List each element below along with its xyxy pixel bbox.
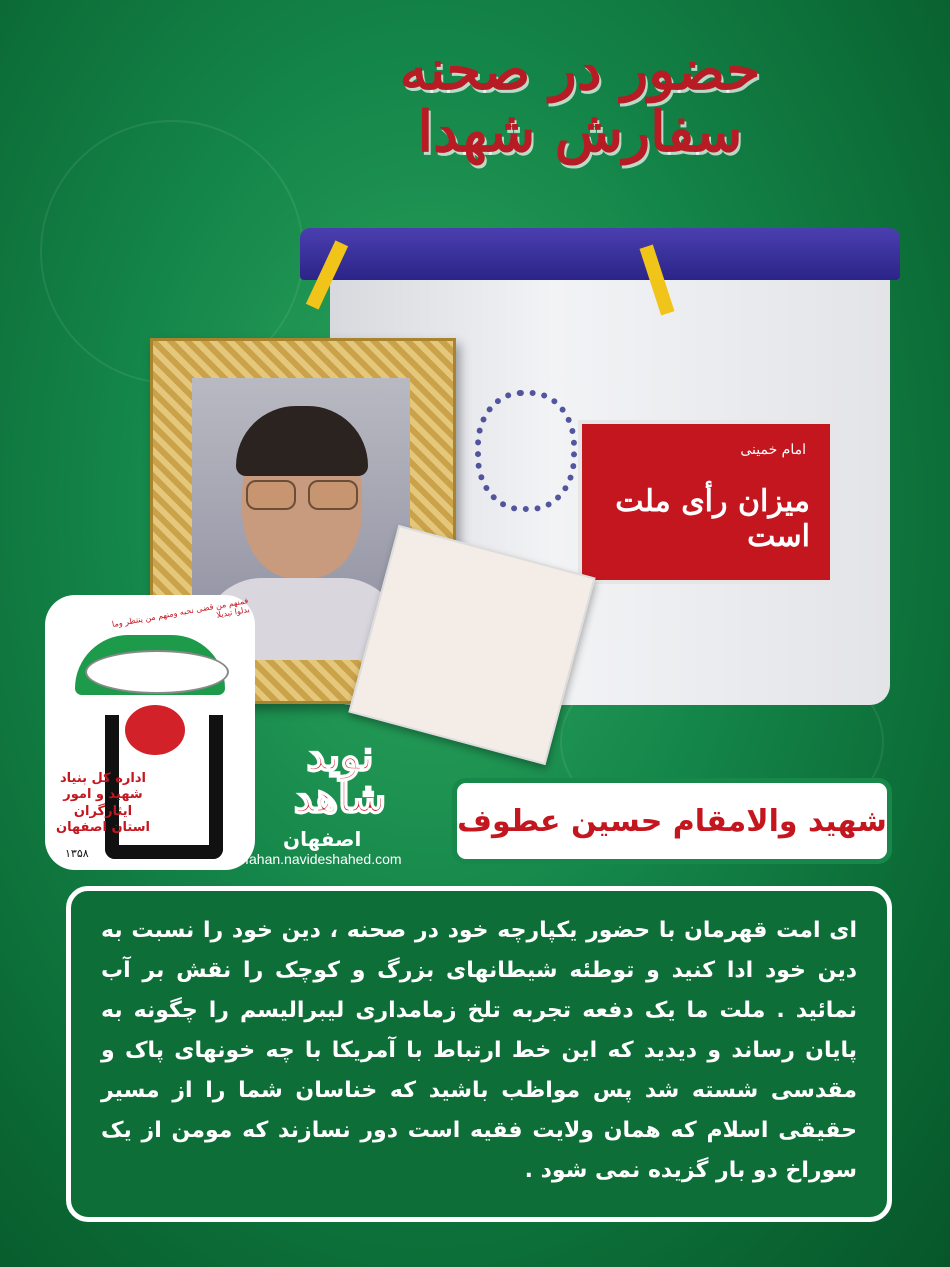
martyr-name-box xyxy=(452,778,892,864)
ballot-box-lid xyxy=(300,228,900,280)
martyr-foundation-logo xyxy=(45,595,255,870)
navid-shahed-logo xyxy=(235,731,440,870)
banner-slogan: میزان رأی ملت است xyxy=(615,484,810,554)
foundation-year: ۱۳۵۸ xyxy=(65,847,89,860)
foundation-motto: فمنهم من قضی نحبه ومنهم من ینتظر وما بدلوا تبدیلا xyxy=(111,596,251,629)
navid-shahed-mark: نوید شاهد xyxy=(293,731,387,822)
foundation-org-text: اداره کل بنیاد شهید و امور ایثارگران استان اصفهان xyxy=(56,771,150,835)
poster-title: حضور در صحنه سفارش شهدا xyxy=(399,37,761,165)
martyr-name: شهید والامقام حسین عطوف xyxy=(457,803,887,839)
tulip-icon xyxy=(125,705,185,755)
slogan-banner xyxy=(578,420,834,584)
navid-city: اصفهان xyxy=(283,827,362,851)
testament-quote: ای امت قهرمان با حضور یکپارچه خود در صحنه ، دین خود را نسبت به دین خود ادا کنید و توطئه شیطانهای بزرگ و کوچک را نقش بر آب نمائید . ملت ما یک دفعه تجربه تلخ زمامداری لیبرالیسم را چگونه به پایان رساند و دیدید که این خط ارتباط با آمریکا با چه خونهای پاک و مقدسی شسته شد پس مواظب باشید که خناسان شما را از مسیر حقیقی اسلام که همان ولایت فقیه است دور نسازند که مومن از یک سوراخ دو بار گزیده نمی شود . xyxy=(101,918,857,1183)
banner-attribution: امام خمینی xyxy=(740,442,806,458)
website-url: isfahan.navideshahed.com xyxy=(235,851,402,867)
fingerprint-icon xyxy=(475,390,577,512)
testament-quote-box xyxy=(66,886,892,1222)
dove-icon xyxy=(85,650,229,694)
